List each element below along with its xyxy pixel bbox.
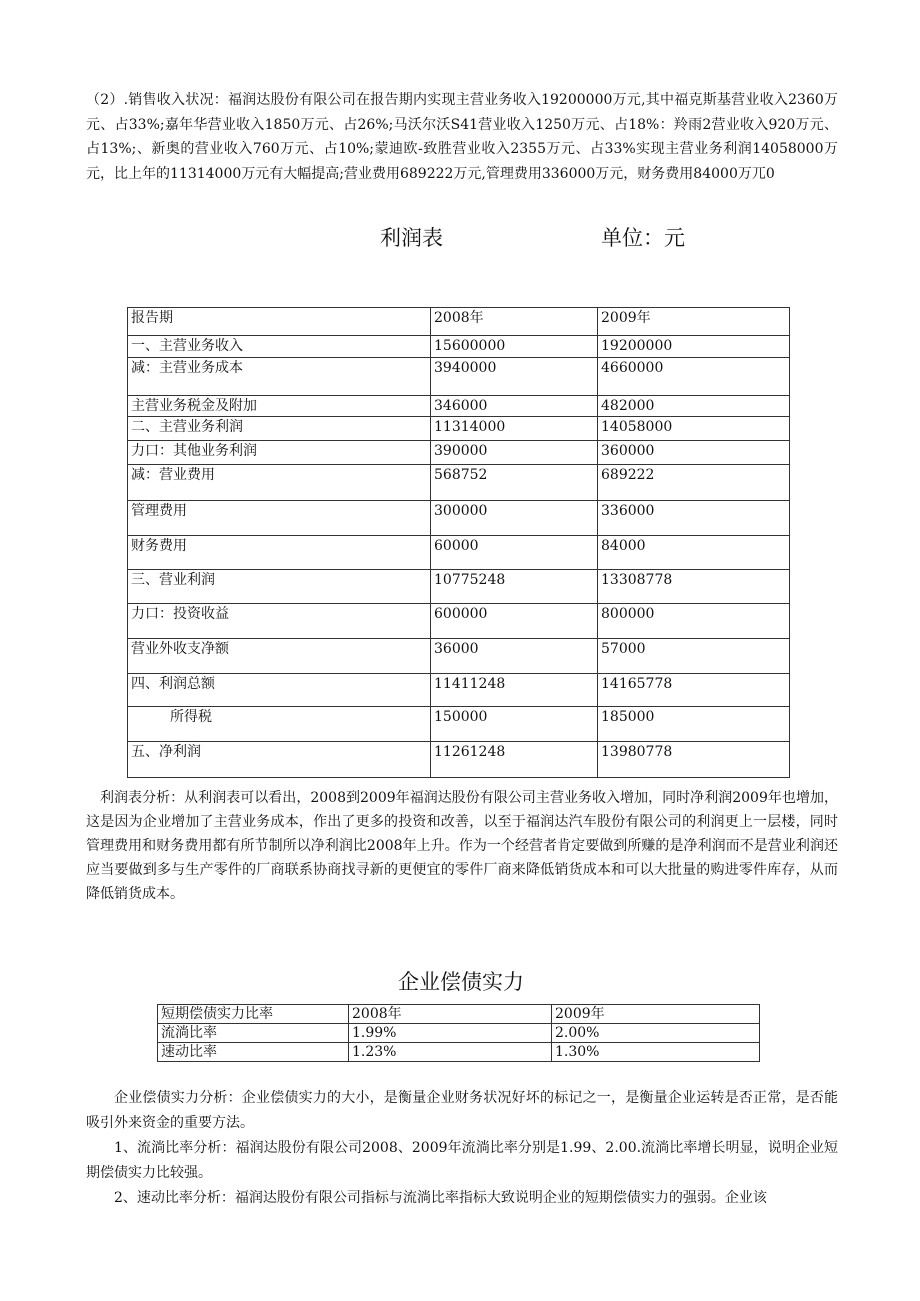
value-2009: 1.30%	[552, 1043, 760, 1062]
sales-income-paragraph	[86, 88, 838, 186]
row-label: 财务费用	[128, 536, 431, 570]
table-row	[128, 417, 790, 441]
header-cell: 2009年	[598, 308, 790, 336]
profit-table	[127, 307, 790, 778]
value-2008: 10775248	[431, 570, 598, 604]
row-label: 力口：投资收益	[128, 604, 431, 639]
row-label: 三、营业利润	[128, 570, 431, 604]
header-cell: 报告期	[128, 308, 431, 336]
table-row	[128, 336, 790, 358]
header-cell: 2008年	[349, 1005, 552, 1024]
table-row	[128, 570, 790, 604]
value-2008: 1.99%	[349, 1024, 552, 1043]
value-2008: 150000	[431, 707, 598, 742]
table-row	[128, 639, 790, 674]
value-2008: 300000	[431, 501, 598, 536]
row-label: 所得税	[128, 707, 431, 742]
value-2008: 390000	[431, 441, 598, 465]
table-row	[158, 1024, 760, 1043]
value-2008: 568752	[431, 465, 598, 501]
value-2009: 360000	[598, 441, 790, 465]
value-2009: 336000	[598, 501, 790, 536]
value-2009: 4660000	[598, 358, 790, 396]
value-2009: 14058000	[598, 417, 790, 441]
solvency-intro: 企业偿债实力分析：企业偿债实力的大小，是衡量企业财务状况好坏的标记之一，是衡量企业运转是否正常，是否能吸引外来资金的重要方法。	[86, 1090, 838, 1131]
value-2009: 13980778	[598, 742, 790, 778]
value-2008: 600000	[431, 604, 598, 639]
profit-table-unit: 单位：元	[601, 226, 685, 250]
value-2008: 36000	[431, 639, 598, 674]
value-2009: 19200000	[598, 336, 790, 358]
table-row	[128, 536, 790, 570]
table-row	[128, 501, 790, 536]
quick-ratio-analysis: 2、速动比率分析：福润达股份有限公司指标与流淌比率指标大致说明企业的短期偿债实力的强弱。企业该	[114, 1190, 767, 1206]
value-2008: 11314000	[431, 417, 598, 441]
header-cell: 短期偿债实力比率	[158, 1005, 349, 1024]
value-2009: 13308778	[598, 570, 790, 604]
value-2008: 60000	[431, 536, 598, 570]
table-row	[128, 465, 790, 501]
solvency-title: 企业偿债实力	[398, 970, 524, 994]
value-2008: 11411248	[431, 674, 598, 707]
header-cell: 2008年	[431, 308, 598, 336]
row-label: 流淌比率	[158, 1024, 349, 1043]
value-2009: 482000	[598, 396, 790, 417]
value-2009: 57000	[598, 639, 790, 674]
solvency-table	[157, 1004, 760, 1062]
value-2009: 84000	[598, 536, 790, 570]
value-2008: 15600000	[431, 336, 598, 358]
solvency-analysis	[86, 1086, 838, 1211]
row-label: 一、主营业务收入	[128, 336, 431, 358]
row-label: 速动比率	[158, 1043, 349, 1062]
value-2009: 185000	[598, 707, 790, 742]
value-2008: 11261248	[431, 742, 598, 778]
row-label: 主营业务税金及附加	[128, 396, 431, 417]
table-row	[158, 1043, 760, 1062]
table-row	[128, 674, 790, 707]
profit-analysis-paragraph	[86, 786, 838, 906]
profit-table-title: 利润表	[380, 226, 443, 250]
value-2008: 346000	[431, 396, 598, 417]
table-row	[128, 396, 790, 417]
value-2009: 800000	[598, 604, 790, 639]
sales-income-text: （2）.销售收入状况：福润达股份有限公司在报告期内实现主营业务收入19200000万元,其中福克斯基营业收入2360万元、占33%;嘉年华营业收入1850万元、占26%;马沃尔沃S41营业收入1250万元、占18%：羚雨2营业收入920万元、占13%;、新奥的营业收入760万元、占10%;蒙迪欧-致胜营业收入2355万元、占33%实现主营业务利润14058000万元，比上年的11314000万元有大幅提高;营业费用689222万元,管理费用336000万元，财务费用84000万兀0	[86, 92, 838, 182]
row-label: 减：营业费用	[128, 465, 431, 501]
header-cell: 2009年	[552, 1005, 760, 1024]
table-row	[128, 604, 790, 639]
table-row	[128, 707, 790, 742]
table-row	[128, 441, 790, 465]
row-label: 减：主营业务成本	[128, 358, 431, 396]
profit-table-header	[128, 308, 790, 336]
row-label: 营业外收支净额	[128, 639, 431, 674]
value-2008: 1.23%	[349, 1043, 552, 1062]
row-label: 力口：其他业务利润	[128, 441, 431, 465]
value-2009: 689222	[598, 465, 790, 501]
solvency-table-header	[158, 1005, 760, 1024]
table-row	[128, 742, 790, 778]
value-2009: 2.00%	[552, 1024, 760, 1043]
row-label: 二、主营业务利润	[128, 417, 431, 441]
value-2009: 14165778	[598, 674, 790, 707]
row-label: 四、利润总额	[128, 674, 431, 707]
current-ratio-analysis: 1、流淌比率分析：福润达股份有限公司2008、2009年流淌比率分别是1.99、2.00.流淌比率增长明显，说明企业短期偿债实力比较强。	[86, 1140, 838, 1181]
row-label: 五、净利润	[128, 742, 431, 778]
table-row	[128, 358, 790, 396]
row-label: 管理费用	[128, 501, 431, 536]
value-2008: 3940000	[431, 358, 598, 396]
profit-analysis-text: 利润表分析：从利润表可以看出，2008到2009年福润达股份有限公司主营业务收入增加，同时净利润2009年也增加，这是因为企业增加了主营业务成本，作出了更多的投资和改善，以至于福润达汽车股份有限公司的利润更上一层楼，同时管理费用和财务费用都有所节制所以净利润比2008年上升。作为一个经营者肯定要做到所赚的是净利润而不是营业利润还应当要做到多与生产零件的厂商联系协商找寻新的更便宜的零件厂商来降低销货成本和可以大批量的购进零件库存，从而降低销货成本。	[86, 790, 838, 902]
